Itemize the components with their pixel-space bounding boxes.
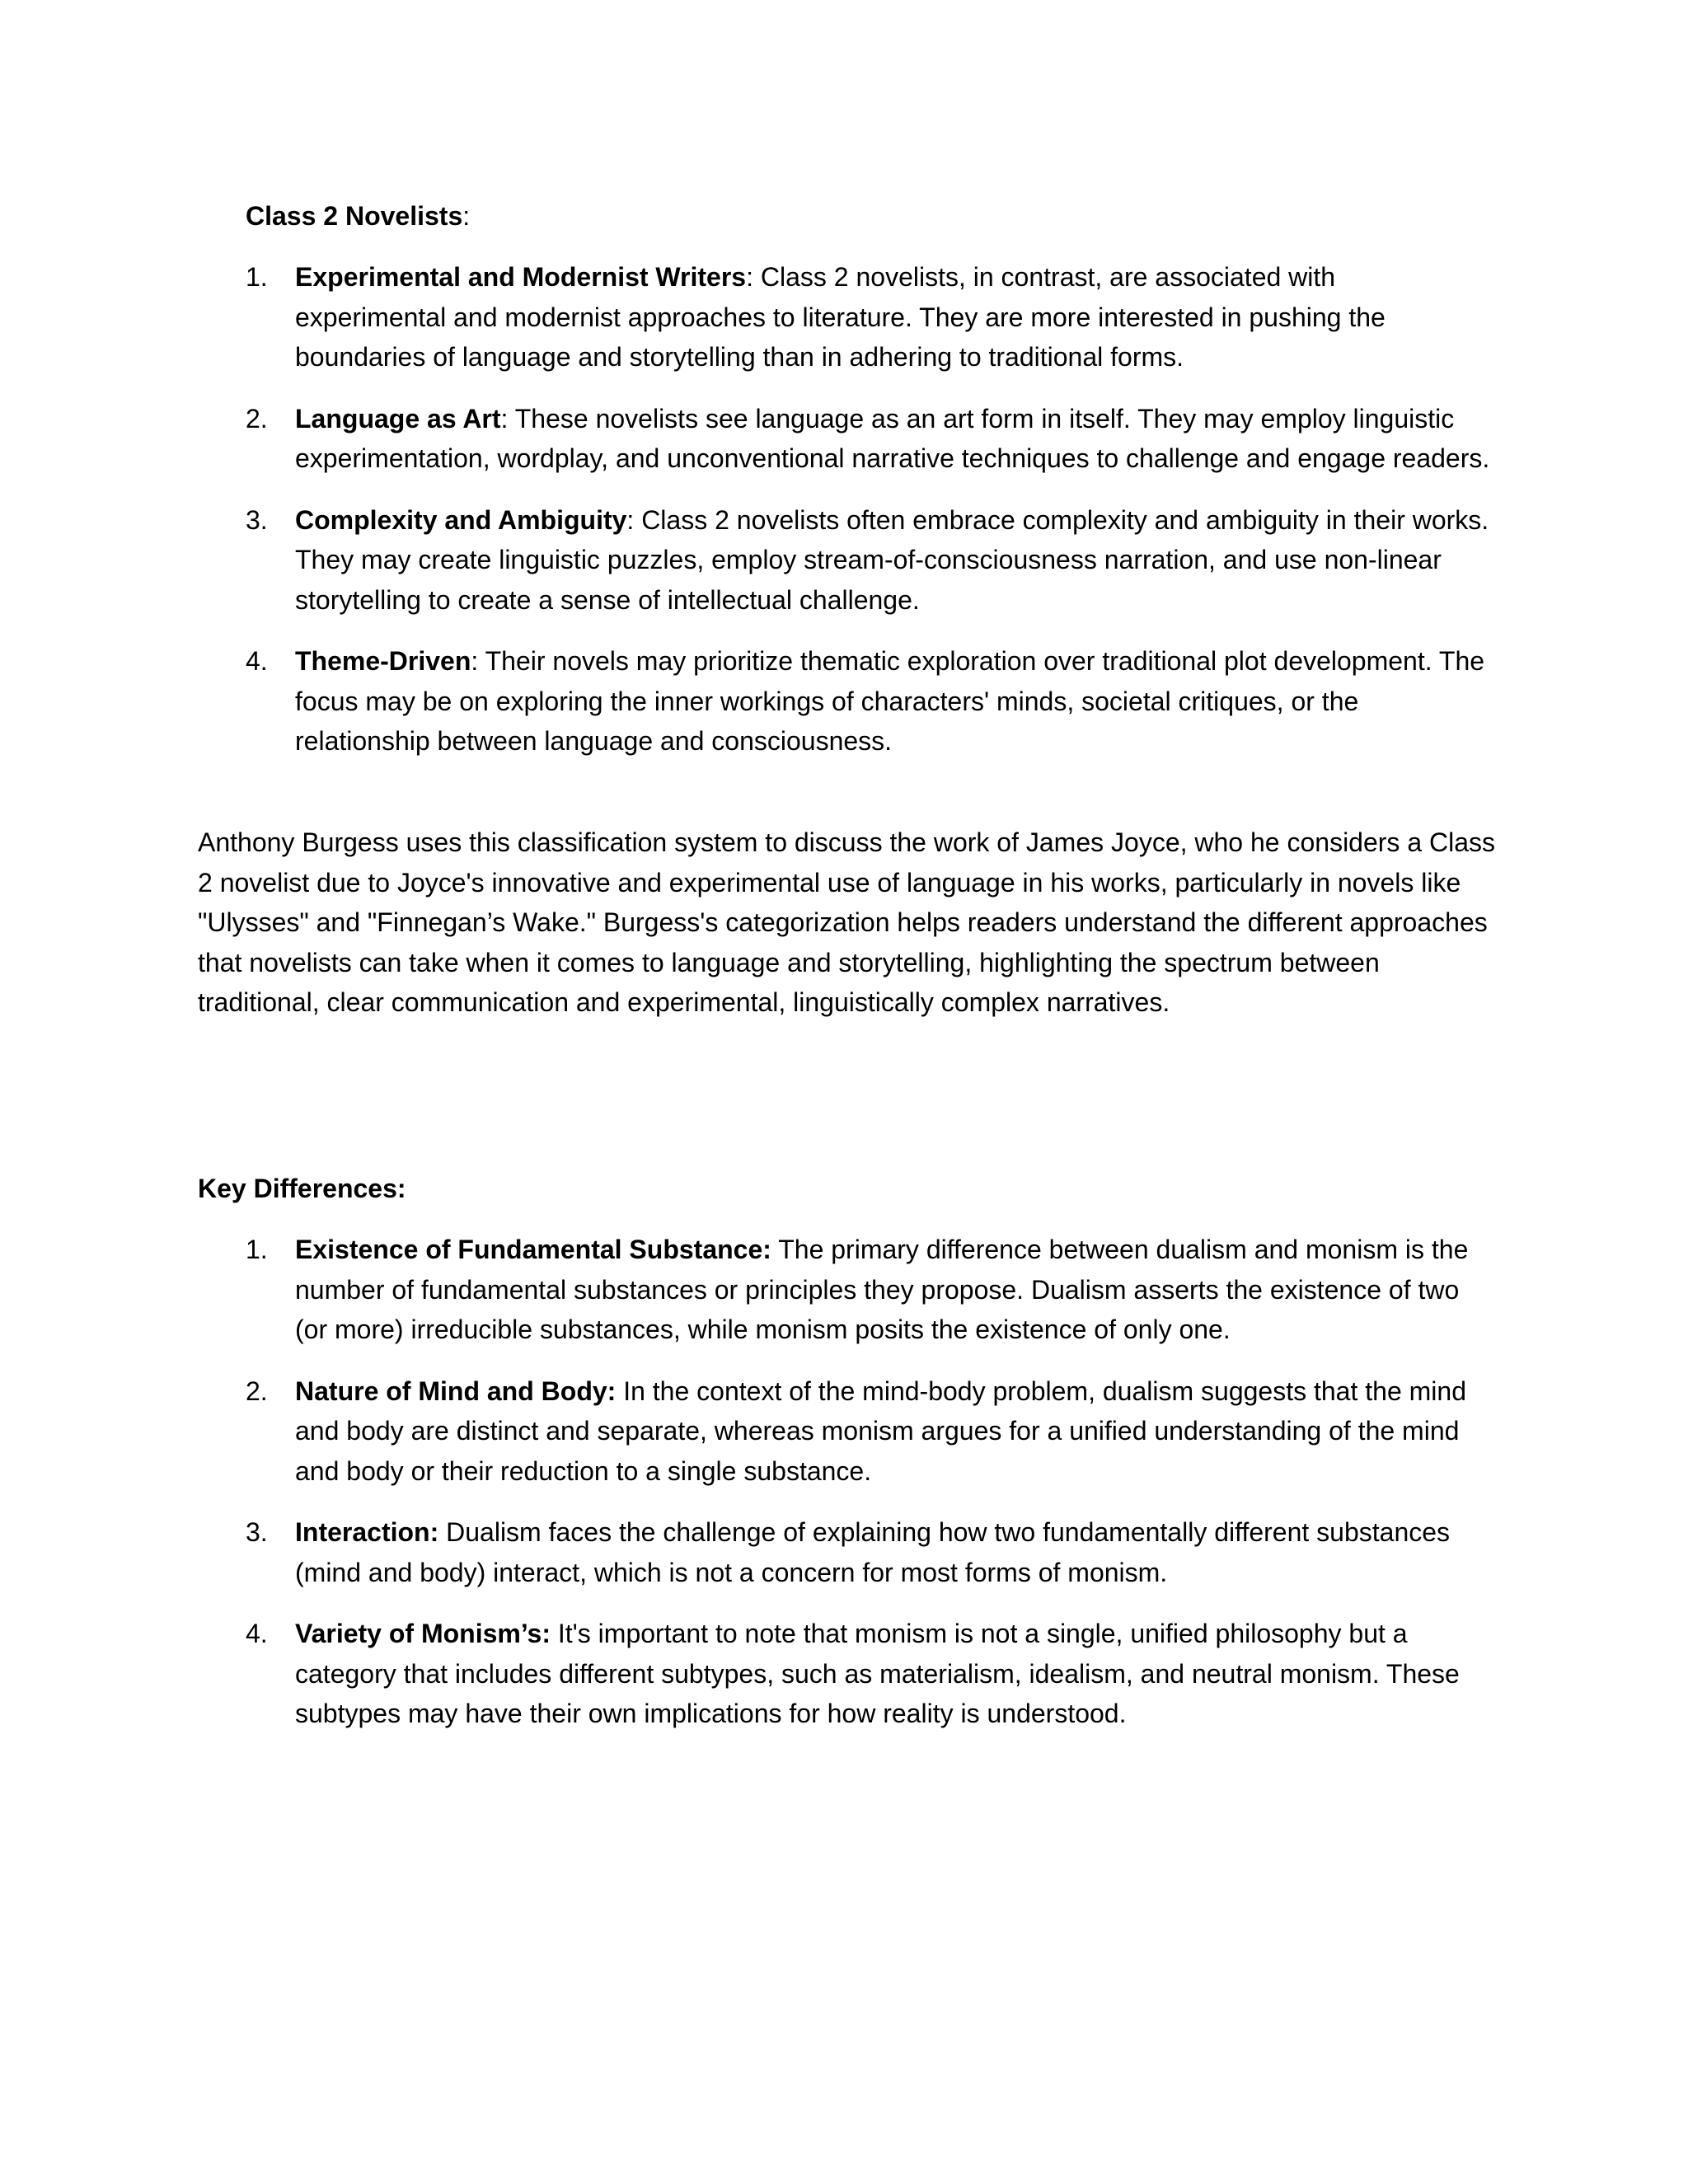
list-item-text: It's important to note that monism is not a single, unified philosophy but a category that includes different subtypes, such as materialism, idealism, and neutral monism. These subtypes may have their own implications for how reality is understood.: [295, 1619, 1460, 1728]
list-number: 4.: [246, 1619, 268, 1648]
list-item: [246, 399, 1490, 479]
class-2-novelists-list: [246, 257, 1490, 783]
list-item: [246, 257, 1490, 377]
list-number: 1.: [246, 1235, 268, 1264]
list-item-text: : These novelists see language as an art form in itself. They may employ linguistic experimentation, wordplay, and unconventional narrative techniques to challenge and engage readers.: [295, 403, 1490, 473]
list-number: 4.: [246, 646, 268, 676]
list-item-term: Experimental and Modernist Writers: [295, 262, 747, 292]
key-differences-list: [246, 1230, 1490, 1755]
list-item-text: The primary difference between dualism and monism is the number of fundamental substances or principles they propose. Dualism asserts the existence of two (or more) irreducible substances, while monism posits the existence of only one.: [295, 1235, 1469, 1344]
list-item: [246, 500, 1490, 621]
list-number: 2.: [246, 1376, 268, 1406]
section-heading-class-2-novelists: [246, 196, 470, 237]
list-item-text: : Class 2 novelists, in contrast, are associated with experimental and modernist approaches to literature. They are more interested in pushing the boundaries of language and storytelling than in adhering to traditional forms.: [295, 262, 1386, 372]
list-item-term: Language as Art: [295, 403, 501, 434]
list-item-text: In the context of the mind-body problem, dualism suggests that the mind and body are distinct and separate, whereas monism argues for a unified understanding of the mind and body or their reduction to a single substance.: [295, 1376, 1466, 1486]
list-item: [246, 1230, 1490, 1350]
list-number: 3.: [246, 1517, 268, 1547]
list-item-text: : Class 2 novelists often embrace complexity and ambiguity in their works. They may create linguistic puzzles, employ stream-of-consciousness narration, and use non-linear storytelling to create a sense of intellectual challenge.: [295, 504, 1489, 615]
list-item-text: : Their novels may prioritize thematic exploration over traditional plot development. The focus may be on exploring the inner workings of characters' minds, societal critiques, or the relationship between language and consciousness.: [295, 646, 1485, 756]
list-number: 3.: [246, 504, 268, 535]
heading-suffix: :: [462, 201, 471, 231]
list-item: [246, 1371, 1490, 1492]
heading-bold-text: Key Differences:: [198, 1174, 406, 1203]
section-heading-key-differences: [198, 1169, 406, 1209]
list-item-term: Complexity and Ambiguity: [295, 504, 627, 535]
list-number: 2.: [246, 403, 268, 434]
burgess-paragraph: Anthony Burgess uses this classification system to discuss the work of James Joyce, who he considers a Class 2 novelist due to Joyce's innovative and experimental use of language in his works, particularly in novels like "Ulysses" and "Finnegan’s Wake." Burgess's categorization helps readers understand the different approaches that novelists can take when it comes to language and storytelling, highlighting the spectrum between traditional, clear communication and experimental, linguistically complex narratives.: [198, 827, 1496, 1017]
list-item: [246, 641, 1490, 762]
list-item-term: Interaction:: [295, 1517, 439, 1547]
heading-bold-text: Class 2 Novelists: [246, 201, 463, 231]
list-item-term: Existence of Fundamental Substance:: [295, 1235, 771, 1264]
list-number: 1.: [246, 262, 268, 292]
list-item-term: Variety of Monism’s:: [295, 1619, 551, 1648]
list-item-term: Theme-Driven: [295, 646, 471, 676]
list-item-text: Dualism faces the challenge of explaining how two fundamentally different substances (mind and body) interact, which is not a concern for most forms of monism.: [295, 1517, 1451, 1587]
list-item: [246, 1614, 1490, 1734]
list-item-term: Nature of Mind and Body:: [295, 1376, 617, 1406]
list-item: [246, 1512, 1490, 1592]
